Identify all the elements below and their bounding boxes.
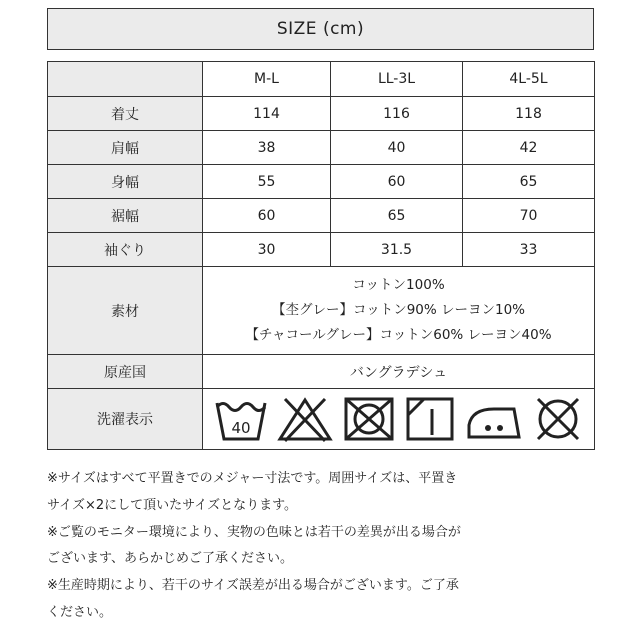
note-line: ※サイズはすべて平置きでのメジャー寸法です。周囲サイズは、平置き: [47, 471, 458, 486]
notes-block: [47, 466, 607, 627]
origin-cell: バングラデシュ: [203, 355, 595, 389]
table-row: [48, 165, 595, 199]
row-label: 袖ぐり: [48, 233, 203, 267]
care-row: [48, 389, 595, 450]
table-cell: 65: [463, 165, 595, 199]
note-line: ※ご覧のモニター環境により、実物の色味とは若干の差異が出る場合が: [47, 524, 461, 540]
care-cell: [203, 389, 595, 450]
row-label: 原産国: [48, 355, 203, 389]
header-corner-cell: [48, 62, 203, 97]
table-cell: 42: [463, 131, 595, 165]
table-row: [48, 199, 595, 233]
table-row: [48, 131, 595, 165]
size-header-m-l: M-L: [203, 62, 331, 97]
row-label: 裾幅: [48, 199, 203, 233]
material-line: 【杢グレー】コットン90% レーヨン10%: [271, 302, 526, 318]
material-row: [48, 267, 595, 355]
material-line: 【チャコールグレー】コットン60% レーヨン40%: [245, 327, 552, 343]
note-line: ※生産時期により、若干のサイズ誤差が出る場合がございます。ご了承: [47, 578, 459, 594]
no-dry-clean-icon: [532, 395, 584, 443]
no-tumble-dry-icon: [341, 395, 397, 443]
size-header-4l-5l: 4L-5L: [463, 62, 595, 97]
line-dry-shade-icon: [404, 395, 456, 443]
size-header-ll-3l: LL-3L: [331, 62, 463, 97]
wash-temp-label: 40: [231, 419, 251, 437]
table-cell: 31.5: [331, 233, 463, 267]
table-cell: 116: [331, 97, 463, 131]
table-cell: 38: [203, 131, 331, 165]
table-row: [48, 233, 595, 267]
size-table: [47, 61, 595, 450]
row-label: 素材: [48, 267, 203, 355]
row-label: 肩幅: [48, 131, 203, 165]
table-cell: 30: [203, 233, 331, 267]
size-title: SIZE (cm): [47, 8, 594, 50]
table-cell: 114: [203, 97, 331, 131]
row-label: 洗濯表示: [48, 389, 203, 450]
note-line: ください。: [47, 604, 113, 620]
table-cell: 60: [331, 165, 463, 199]
note-line: ございます、あらかじめご了承ください。: [47, 551, 293, 567]
row-label: 身幅: [48, 165, 203, 199]
no-bleach-icon: [277, 395, 333, 443]
table-cell: 65: [331, 199, 463, 233]
table-cell: 40: [331, 131, 463, 165]
table-cell: 118: [463, 97, 595, 131]
origin-row: [48, 355, 595, 389]
care-icons: [203, 395, 594, 443]
table-row: [48, 97, 595, 131]
table-cell: 33: [463, 233, 595, 267]
table-cell: 70: [463, 199, 595, 233]
row-label: 着丈: [48, 97, 203, 131]
material-cell: [203, 267, 595, 355]
note-line: サイズ×2にして頂いたサイズとなります。: [47, 497, 298, 513]
table-cell: 55: [203, 165, 331, 199]
material-line: コットン100%: [352, 277, 445, 293]
iron-medium-icon: [464, 395, 524, 443]
wash-40-icon: [213, 395, 269, 443]
table-cell: 60: [203, 199, 331, 233]
table-header-row: [48, 62, 595, 97]
